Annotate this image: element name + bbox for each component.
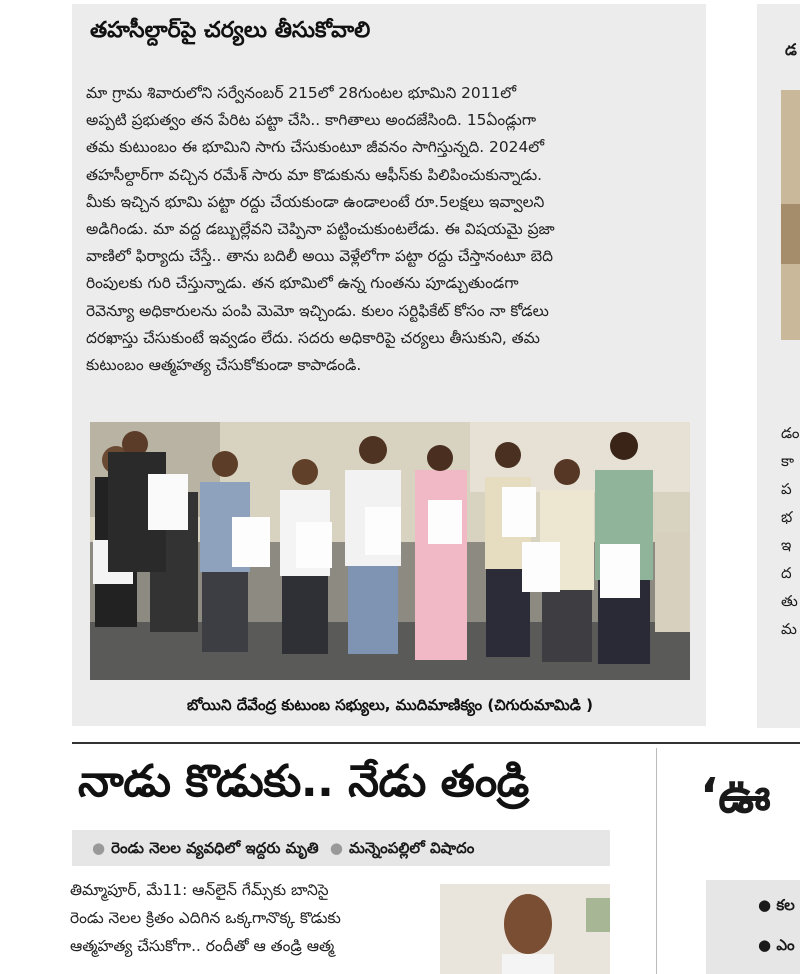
article2-subheads bbox=[72, 830, 610, 866]
body-line: మీకు ఇచ్చిన భూమి పట్టా రద్దు చేయకుండా ఉండాలంటే రూ.5లక్షలు ఇవ్వాలని bbox=[86, 192, 545, 211]
body-line: కుటుంబం ఆత్మహత్య చేసుకోకుండా కాపాడండి. bbox=[86, 355, 362, 374]
column-divider bbox=[656, 748, 657, 974]
adjacent-line: తు bbox=[781, 592, 798, 610]
adjacent-subhead: ● కల bbox=[758, 896, 795, 914]
adjacent-line: భ bbox=[781, 508, 793, 526]
portrait-photo bbox=[440, 884, 610, 974]
bullet-icon: ● bbox=[92, 839, 106, 857]
adjacent-heading: డ bbox=[785, 40, 797, 59]
body-line: మా గ్రామ శివారులోని సర్వేనంబర్ 215లో 28గుంటల భూమిని 2011లో bbox=[86, 84, 517, 102]
adjacent-subhead: ● ఎం bbox=[758, 936, 795, 954]
adjacent-subhead-box bbox=[706, 880, 800, 974]
article2-body bbox=[70, 876, 430, 960]
body-line: వాణిలో ఫిర్యాదు చేస్తే.. తాను బదిలీ అయి వెళ్లేలోగా పట్టా రద్దు చేస్తానంటూ బెది bbox=[86, 247, 553, 266]
body-line: తహసీల్దార్‌గా వచ్చిన రమేశ్ సారు మా కొడుకును ఆఫీస్‌కు పిలిపించుకున్నాడు. bbox=[86, 165, 543, 184]
body-line: రెండు నెలల క్రితం ఎదిగిన ఒక్కగానొక్క కొడుకు bbox=[70, 909, 341, 927]
body-line: అప్పటి ప్రభుత్వం తన పేరిట పట్టా చేసి.. కాగితాలు అందజేసింది. 15ఏండ్లుగా bbox=[86, 111, 537, 130]
body-line: తమ కుటుంబం ఈ భూమిని సాగు చేసుకుంటూ జీవనం సాగిస్తున్నది. 2024లో bbox=[86, 138, 545, 157]
body-line: దరఖాస్తు చేసుకుంటే ఇవ్వడం లేదు. సదరు అధికారిపై చర్యలు తీసుకుని, తమ bbox=[86, 328, 540, 347]
section-divider bbox=[72, 742, 800, 744]
body-line: అడిగిండు. మా వద్ద డబ్బుల్లేవని చెప్పినా పట్టించుకుంటలేడు. ఈ విషయమై ప్రజా bbox=[86, 219, 555, 238]
adjacent-line: మ bbox=[781, 620, 797, 638]
article2-headline: నాడు కొడుకు.. నేడు తండ్రి bbox=[78, 756, 529, 807]
adjacent-headline: ‘ఊ bbox=[700, 768, 771, 824]
group-photo bbox=[90, 422, 690, 680]
body-line: రెవెన్యూ అధికారులను పంపి మెమో ఇచ్చిండు. కులం సర్టిఫికేట్ కోసం నా కోడలు bbox=[86, 301, 549, 320]
adjacent-line: డం bbox=[781, 424, 800, 442]
body-line: తిమ్మాపూర్, మే11: ఆన్‌లైన్ గేమ్స్‌కు బానిసై bbox=[70, 881, 329, 899]
body-line: ఆత్మహత్య చేసుకోగా.. రందీతో ఆ తండ్రి ఆత్మ bbox=[70, 937, 335, 955]
body-line: రింపులకు గురి చేస్తున్నాడు. తన భూమిలో ఉన్న గుంతను పూడ్చుతుండగా bbox=[86, 274, 519, 293]
subhead: రెండు నెలల వ్యవధిలో ఇద్దరు మృతి bbox=[111, 839, 319, 857]
adjacent-photo-detail bbox=[781, 204, 800, 264]
adjacent-line: ప bbox=[781, 480, 792, 498]
subhead: మన్నెంపల్లిలో విషాదం bbox=[349, 839, 475, 857]
adjacent-column bbox=[757, 4, 800, 728]
bullet-icon: ● bbox=[329, 839, 343, 857]
article-headline: తహసీల్దార్‌పై చర్యలు తీసుకోవాలి bbox=[90, 18, 371, 43]
adjacent-line: ఇ bbox=[781, 536, 792, 554]
adjacent-line: కా bbox=[781, 452, 795, 470]
adjacent-line: ద bbox=[781, 564, 792, 582]
article-body bbox=[86, 80, 688, 379]
photo-caption: బోయిని దేవేంద్ర కుటుంబ సభ్యులు, ముదిమాణిక్యం (చిగురుమామిడి ) bbox=[187, 696, 593, 714]
